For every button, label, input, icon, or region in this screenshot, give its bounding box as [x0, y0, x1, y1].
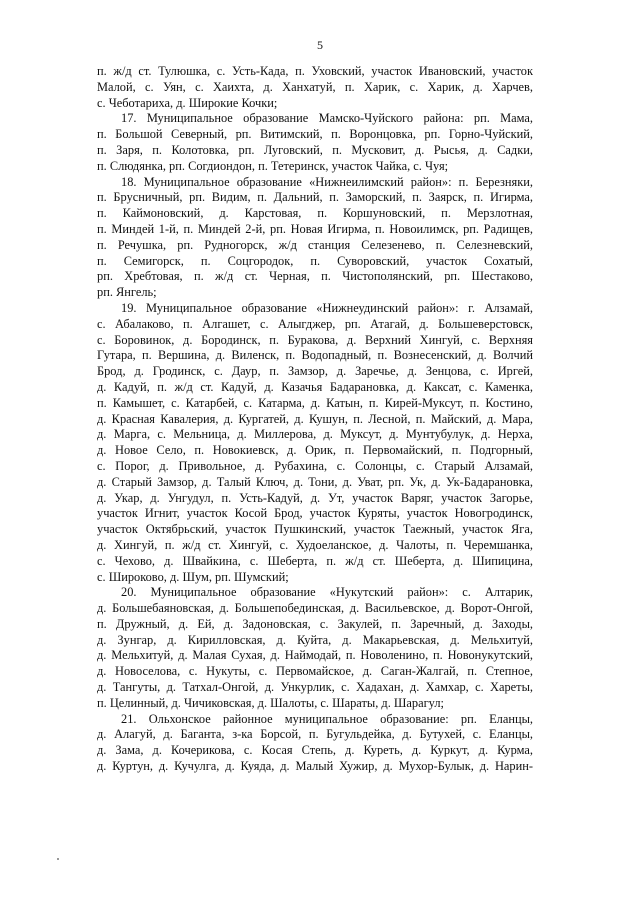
text-line: д. Новоселова, с. Нукуты, с. Первомайское, д. Саган-Жалгай, п. Степное, — [97, 664, 533, 679]
text-line: с. Боровинок, д. Бородинск, п. Буракова, д. Верхний Хингуй, с. Верхняя — [97, 332, 533, 347]
text-line: с. Широково, д. Шум, рп. Шумский; — [97, 569, 289, 584]
text-line: д. Алагуй, д. Баганта, з-ка Борсой, п. Бугульдейка, д. Бутухей, с. Еланцы, — [97, 727, 533, 742]
text-line: п. Камышет, с. Катарбей, с. Катарма, д. Катын, п. Кирей-Муксут, п. Костино, — [97, 395, 533, 410]
text-line: участок Октябрьский, участок Пушкинский, участок Таежный, участок Яга, — [97, 522, 533, 537]
text-line: 19. Муниципальное образование «Нижнеудинский район»: г. Алзамай, — [121, 300, 533, 315]
text-line: 18. Муниципальное образование «Нижнеилимский район»: п. Березняки, — [121, 174, 533, 189]
page-number: 5 — [317, 38, 323, 52]
text-line: д. Новое Село, п. Новокиевск, д. Орик, п. Первомайский, п. Подгорный, — [97, 443, 533, 458]
text-line: д. Укар, д. Унгудул, п. Усть-Кадуй, д. Ут, участок Варяг, участок Загорье, — [97, 490, 533, 505]
text-line: д. Куртун, д. Кучулга, д. Куяда, д. Малый Хужир, д. Мухор-Булык, д. Нарин- — [97, 759, 533, 774]
text-line: п. Дружный, д. Ей, д. Задоновская, с. Закулей, п. Заречный, д. Заходы, — [97, 616, 533, 631]
text-line: 20. Муниципальное образование «Нукутский район»: с. Алтарик, — [121, 585, 533, 600]
text-line: п. Большой Северный, рп. Витимский, п. Воронцовка, рп. Горно-Чуйский, — [97, 127, 533, 142]
document-body — [97, 64, 533, 775]
text-line: д. Тангуты, д. Татхал-Онгой, д. Ункурлик, с. Хадахан, д. Хамхар, с. Хареты, — [97, 680, 533, 695]
text-line: п. Миндей 1-й, п. Миндей 2-й, рп. Новая Игирма, п. Новоилимск, рп. Радищев, — [97, 221, 533, 236]
text-line: д. Старый Замзор, д. Талый Ключ, д. Тони, д. Уват, рп. Ук, д. Ук-Бадарановка, — [97, 474, 533, 489]
text-line: д. Зама, д. Кочерикова, с. Косая Степь, д. Куреть, д. Куркут, д. Курма, — [97, 743, 533, 758]
text-line: Гутара, п. Вершина, д. Виленск, п. Водопадный, п. Вознесенский, д. Волчий — [97, 348, 533, 363]
text-line: Брод, д. Гродинск, с. Даур, п. Замзор, д. Заречье, д. Зенцова, с. Иргей, — [97, 364, 533, 379]
text-line: п. Брусничный, рп. Видим, п. Дальний, п. Заморский, п. Заярск, п. Игирма, — [97, 190, 533, 205]
text-line: с. Абалаково, п. Алгашет, с. Алыгджер, рп. Атагай, д. Большеверстовск, — [97, 316, 533, 331]
text-line: д. Зунгар, д. Кирилловская, д. Куйта, д. Макарьевская, д. Мельхитуй, — [97, 632, 533, 647]
text-line: рп. Хребтовая, п. ж/д ст. Черная, п. Чистополянский, рп. Шестаково, — [97, 269, 533, 284]
text-line: д. Мельхитуй, д. Малая Сухая, д. Наймодай, п. Новоленино, п. Новонукутский, — [97, 648, 533, 663]
text-line: с. Чехово, д. Швайкина, с. Шеберта, п. ж/д ст. Шеберта, д. Шипицина, — [97, 553, 533, 568]
text-line: п. Семигорск, п. Соцгородок, п. Суворовский, участок Сохатый, — [97, 253, 533, 268]
text-line: п. Заря, п. Колотовка, рп. Луговский, п. Мусковит, д. Рысья, д. Садки, — [97, 142, 533, 157]
text-line: с. Порог, д. Привольное, д. Рубахина, с. Солонцы, с. Старый Алзамай, — [97, 458, 533, 473]
text-line: п. Речушка, рп. Рудногорск, ж/д станция Селезенево, п. Селезневский, — [97, 237, 533, 252]
text-line: рп. Янгель; — [97, 285, 157, 300]
text-line: 17. Муниципальное образование Мамско-Чуйского района: рп. Мама, — [121, 111, 533, 126]
text-line: д. Большебаяновская, д. Большепобединская, д. Васильевское, д. Ворот-Онгой, — [97, 601, 533, 616]
text-line: п. ж/д ст. Тулюшка, с. Усть-Када, п. Уховский, участок Ивановский, участок — [97, 64, 533, 78]
text-line: участок Игнит, участок Косой Брод, участок Куряты, участок Новогродинск, — [97, 506, 533, 521]
text-line: д. Кадуй, п. ж/д ст. Кадуй, д. Казачья Бадарановка, д. Каксат, с. Каменка, — [97, 379, 533, 394]
text-line: п. Целинный, д. Чичиковская, д. Шалоты, с. Шараты, д. Шарагул; — [97, 695, 444, 710]
scan-speck — [57, 858, 59, 860]
text-line: 21. Ольхонское районное муниципальное образование: рп. Еланцы, — [121, 711, 533, 726]
text-line: Малой, с. Уян, с. Хаихта, д. Ханхатуй, п. Харик, с. Харик, д. Харчев, — [97, 79, 533, 94]
text-line: п. Каймоновский, д. Карстовая, п. Коршуновский, п. Мерзлотная, — [97, 206, 533, 221]
text-line: п. Слюдянка, рп. Согдиондон, п. Тетеринск, участок Чайка, с. Чуя; — [97, 158, 449, 173]
text-line: с. Чеботариха, д. Широкие Кочки; — [97, 95, 278, 110]
text-line: д. Красная Кавалерия, д. Кургатей, д. Кушун, п. Лесной, п. Майский, д. Мара, — [97, 411, 533, 426]
text-line: д. Хингуй, п. ж/д ст. Хингуй, с. Худоеланское, д. Чалоты, п. Черемшанка, — [97, 537, 533, 552]
text-line: д. Марга, с. Мельница, д. Миллерова, д. Муксут, д. Мунтубулук, д. Нерха, — [97, 427, 533, 442]
